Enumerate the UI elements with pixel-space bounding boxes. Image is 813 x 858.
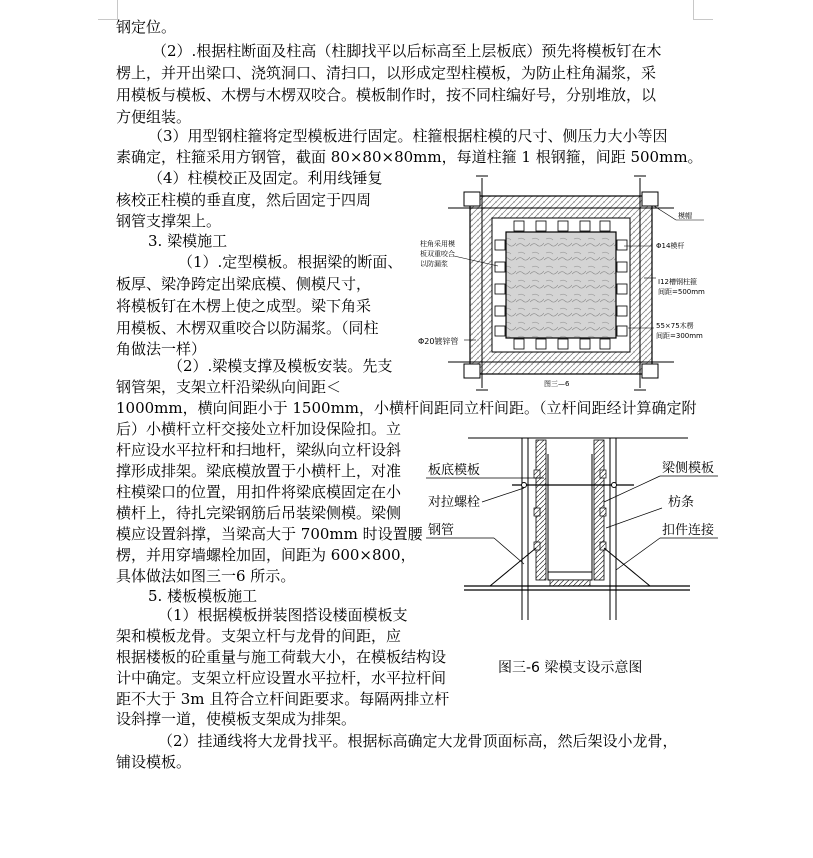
text-line: 设斜撑一道，使模板支架成为排架。 [116, 710, 357, 728]
text-line: 钢管架，支架立杆沿梁纵向间距＜ [116, 378, 342, 396]
steel-pipe-label: 钢管 [428, 523, 455, 538]
text-line: （2）挂通线将大龙骨找平。根据标高确定大龙骨顶面标高，然后架设小龙骨， [158, 732, 678, 750]
crop-mark-right-h [693, 19, 713, 20]
text-line: （4）柱模校正及固定。利用线锤复 [148, 169, 383, 187]
column-formwork-figure [418, 166, 718, 396]
text-line: 距不大于 3m 且符合立杆间距要求。每隔两排立杆 [116, 690, 450, 708]
text-line: 柱模梁口的位置，用扣件将梁底模固定在小 [116, 483, 402, 501]
coupler-label: 扣件连接 [662, 523, 715, 538]
text-line: 横杆上，待扎完梁钢筋后吊装梁侧模。梁侧 [116, 504, 402, 522]
text-line: 架和模板龙骨。支架立杆与龙骨的间距，应 [116, 627, 402, 645]
timber-label-1: 55×75木楞 [656, 322, 694, 330]
text-line: （2）.梁模支撑及模板安装。先支 [168, 357, 393, 375]
text-line: 钢定位。 [116, 18, 177, 36]
text-line: 铺设模板。 [116, 753, 192, 771]
text-line: 素确定，柱箍采用方钢管，截面 80×80×80mm，每道柱箍 1 根钢箍，间距 500mm。 [116, 148, 703, 166]
note-line-2: 板双重咬合 [420, 250, 455, 258]
tie-bolt-label: 对拉螺栓 [428, 495, 481, 510]
column-figure-caption: 图三—6 [544, 380, 570, 388]
text-line: 用模板、木楞双重咬合以防漏浆。（同柱 [116, 319, 379, 337]
cap-label: 模帽 [678, 212, 692, 220]
text-line: （2）.根据柱断面及柱高（柱脚找平以后标高至上层板底）预先将模板钉在木 [152, 42, 662, 60]
text-line: 核校正柱模的垂直度，然后固定于四周 [116, 191, 372, 209]
text-line: 撑形成排架。梁底模放置于小横杆上，对准 [116, 462, 402, 480]
timber-label-2: 间距=300mm [656, 332, 703, 340]
channel-label-2: 间距=500mm [658, 288, 705, 296]
text-line: 将模板钉在木楞上使之成型。梁下角采 [116, 297, 372, 315]
text-line: 后）小横杆立杆交接处立杆加设保险扣。立 [116, 420, 402, 438]
text-line: 计中确定。支架立杆应设置水平拉杆，水平拉杆间 [116, 669, 447, 687]
text-line: 板厚、梁净跨定出梁底模、侧模尺寸， [116, 275, 372, 293]
text-line: 具体做法如图三一6 所示。 [116, 567, 296, 585]
text-line: 模应设置斜撑，当梁高大于 700mm 时设置腰 [116, 525, 423, 543]
text-line: 1000mm，横向间距小于 1500mm，小横杆间距同立杆间距。（立杆间距经计算确定附 [116, 399, 697, 417]
text-line: （1）根据模板拼装图搭设楼面模板支 [158, 606, 408, 624]
section-heading: 3. 梁模施工 [148, 232, 228, 250]
crop-mark-right-v [693, 0, 694, 20]
beam-formwork-figure [424, 430, 724, 680]
crop-mark-left-h [98, 19, 118, 20]
text-line: 钢管支撑架上。 [116, 212, 222, 230]
side-form-label: 梁侧模板 [662, 461, 715, 476]
text-line: 用模板与模板、木楞与木楞双咬合。模板制作时，按不同柱编好号，分别堆放，以 [116, 86, 657, 104]
beam-figure-caption: 图三-6 梁模支设示意图 [498, 660, 643, 676]
pipe-label: Φ20镀锌管 [418, 337, 459, 346]
text-line: 楞上，并开出梁口、浇筑洞口、清扫口，以形成定型柱模板，为防止柱角漏浆，采 [116, 64, 657, 82]
text-line: （1）.定型模板。根据梁的断面、 [178, 253, 403, 271]
text-line: 方便组装。 [116, 108, 192, 126]
text-line: 根据楼板的砼重量与施工荷载大小，在模板结构设 [116, 648, 447, 666]
beam-bottom-form [548, 572, 592, 580]
text-line: 楞，并用穿墙螺栓加固，间距为 600×800， [116, 546, 416, 564]
text-line: （3）用型钢柱箍将定型模板进行固定。柱箍根据柱模的尺寸、侧压力大小等因 [148, 127, 668, 145]
column-section [506, 232, 616, 338]
bottom-form-label: 板底模板 [428, 463, 481, 478]
note-line-1: 柱角采用模 [420, 240, 455, 248]
section-heading: 5. 楼板模板施工 [148, 587, 258, 605]
text-line: 杆应设水平拉杆和扫地杆，梁纵向立杆设斜 [116, 441, 402, 459]
channel-label-1: I12槽钢柱箍 [658, 278, 697, 286]
rod-label: Φ14模杆 [656, 242, 685, 250]
note-line-3: 以防漏浆 [420, 260, 448, 268]
text-line: 角做法一样） [116, 340, 207, 358]
purlin-label: 枋条 [668, 495, 695, 510]
